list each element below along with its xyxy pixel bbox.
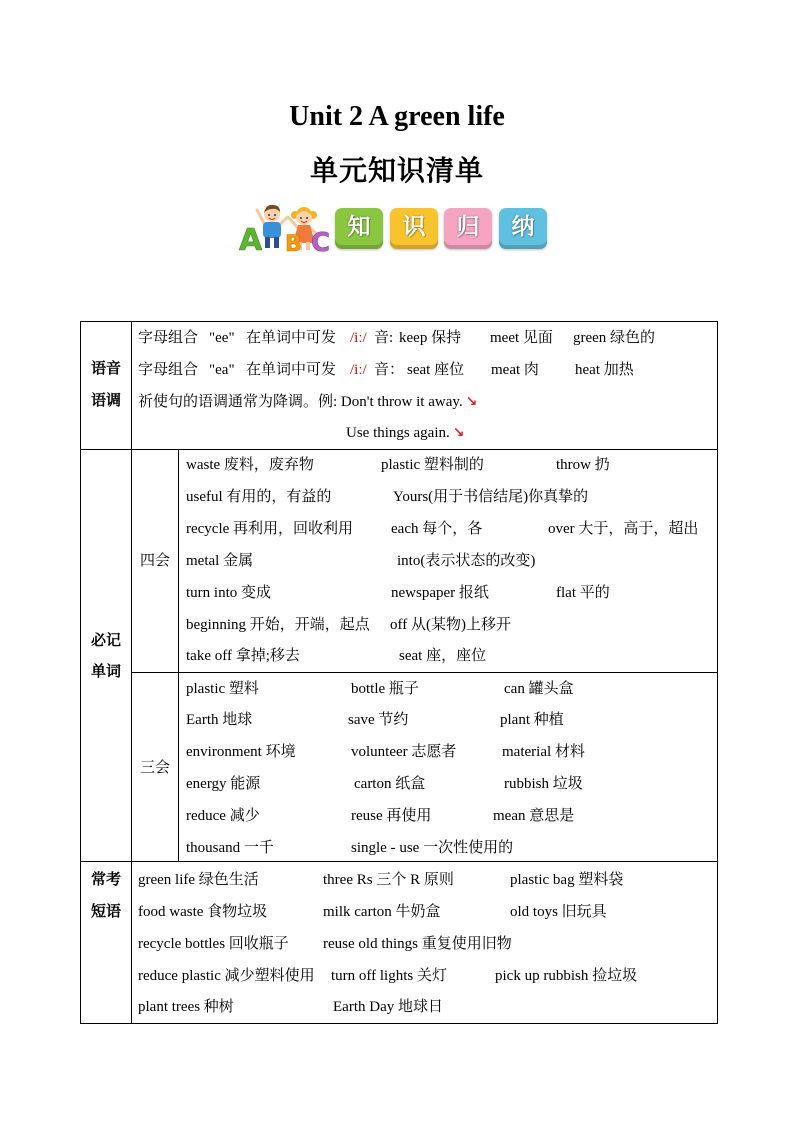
intonation-rule-text: 祈使句的语调通常为降调。例:	[138, 394, 338, 410]
word-entry: each 每个，各	[391, 521, 483, 537]
phrase-entry: three Rs 三个 R 原则	[323, 872, 454, 888]
example-word: seat 座位	[407, 362, 465, 378]
letter-c: C	[311, 228, 331, 254]
word-row	[179, 838, 717, 858]
banner-tile-char: 归	[456, 214, 480, 240]
word-entry: thousand 一千	[186, 840, 274, 856]
word-entry: plant 种植	[500, 712, 564, 728]
banner-tile	[499, 208, 547, 249]
phrases-label-line: 常考	[90, 872, 121, 888]
word-entry: Earth 地球	[186, 712, 253, 728]
word-entry: throw 扔	[556, 457, 610, 473]
word-entry: recycle 再利用，回收利用	[186, 521, 354, 537]
banner-tile-char: 知	[347, 214, 371, 240]
phrase-entry: recycle bottles 回收瓶子	[138, 936, 289, 952]
falling-arrow-icon: ↘	[452, 425, 465, 441]
word-row	[179, 455, 717, 475]
phrase-entry: milk carton 牛奶盒	[323, 904, 441, 920]
page-subtitle: 单元知识清单	[309, 154, 484, 187]
phrase-row	[132, 870, 717, 890]
phrase-entry: turn off lights 关灯	[331, 968, 447, 984]
rule-prefix: 字母组合	[138, 362, 199, 378]
three-skill-words-cell	[178, 672, 718, 862]
four-skill-label-cell	[131, 449, 179, 673]
word-row	[179, 583, 717, 603]
intonation-rule-group	[138, 392, 477, 412]
banner-tile-char: 纳	[511, 214, 535, 240]
phrase-entry: green life 绿色生活	[138, 872, 259, 888]
word-entry: take off 拿掉;移去	[186, 648, 300, 664]
pronunciation-content-cell	[131, 321, 718, 450]
phrase-row	[132, 934, 717, 954]
word-row	[179, 551, 717, 571]
word-entry: into(表示状态的改变)	[397, 553, 536, 569]
intonation-rule-line	[132, 392, 717, 412]
letter-a: A	[239, 223, 263, 254]
letter-b: B	[285, 232, 302, 254]
word-entry: mean 意思是	[493, 808, 575, 824]
phrase-row	[132, 997, 717, 1017]
rule-middle: 在单词中可发	[246, 330, 337, 346]
word-entry: useful 有用的，有益的	[186, 489, 332, 505]
four-skill-words-cell	[178, 449, 718, 673]
word-entry: metal 金属	[186, 553, 254, 569]
word-entry: Yours(用于书信结尾)你真挚的	[393, 489, 589, 505]
word-entry: carton 纸盒	[354, 776, 426, 792]
phrase-entry: reuse old things 重复使用旧物	[323, 936, 512, 952]
word-entry: reduce 减少	[186, 808, 260, 824]
rule-suffix: 音:	[374, 330, 394, 346]
banner-tile	[444, 208, 492, 249]
vocabulary-label-line: 单词	[90, 664, 121, 680]
word-entry: seat 座，座位	[399, 648, 487, 664]
word-entry: off 从(某物)上移开	[390, 617, 511, 633]
word-entry: turn into 变成	[186, 585, 271, 601]
pronunciation-label-cell	[80, 321, 132, 450]
vocabulary-label-line: 必记	[90, 633, 121, 649]
word-row	[179, 519, 717, 539]
phrase-entry: plastic bag 塑料袋	[510, 872, 624, 888]
intonation-example-group	[346, 423, 464, 443]
word-entry: material 材料	[502, 744, 585, 760]
phrases-label-cell	[80, 861, 132, 1024]
word-entry: beginning 开始，开端，起点	[186, 617, 370, 633]
kids-abc-illustration	[238, 198, 334, 254]
word-entry: reuse 再使用	[351, 808, 432, 824]
phrase-entry: Earth Day 地球日	[333, 999, 443, 1015]
intonation-example: Don't throw it away.	[340, 394, 463, 410]
example-word: meat 肉	[491, 362, 539, 378]
phrases-label-line: 短语	[90, 904, 121, 920]
word-entry: newspaper 报纸	[391, 585, 489, 601]
word-row	[179, 646, 717, 666]
phrase-entry: food waste 食物垃圾	[138, 904, 268, 920]
rule-middle: 在单词中可发	[246, 362, 337, 378]
word-row	[179, 806, 717, 826]
word-entry: rubbish 垃圾	[504, 776, 583, 792]
rule-suffix: 音：	[374, 362, 405, 378]
intonation-example-line	[132, 423, 717, 443]
word-entry: bottle 瓶子	[351, 681, 419, 697]
example-word: heat 加热	[575, 362, 634, 378]
phonetic-symbol: /iː/	[350, 362, 367, 378]
word-row	[179, 487, 717, 507]
example-word: meet 见面	[490, 330, 553, 346]
banner-tile-char: 识	[402, 214, 426, 240]
phrases-content-cell	[131, 861, 718, 1024]
three-skill-label: 三会	[139, 760, 170, 776]
word-entry: flat 平的	[556, 585, 610, 601]
intonation-example: Use things again.	[346, 425, 450, 441]
page-title: Unit 2 A green life	[289, 101, 505, 132]
word-row	[179, 710, 717, 730]
pronunciation-rule-ee	[132, 328, 717, 348]
word-row	[179, 742, 717, 762]
letter-combo: "ea"	[209, 362, 235, 378]
word-entry: plastic 塑料制的	[381, 457, 484, 473]
word-entry: waste 废料，废弃物	[186, 457, 314, 473]
example-word: keep 保持	[399, 330, 462, 346]
letter-combo: "ee"	[209, 330, 235, 346]
word-entry: single - use 一次性使用的	[351, 840, 514, 856]
word-row	[179, 615, 717, 635]
banner-tile	[335, 208, 383, 249]
pronunciation-label-line: 语音	[90, 361, 121, 377]
word-row	[179, 774, 717, 794]
word-row	[179, 679, 717, 699]
pronunciation-rule-ea	[132, 360, 717, 380]
word-entry: environment 环境	[186, 744, 296, 760]
pronunciation-label-line: 语调	[90, 393, 121, 409]
word-entry: energy 能源	[186, 776, 261, 792]
three-skill-label-cell	[131, 672, 179, 862]
banner-tile	[390, 208, 438, 249]
word-entry: plastic 塑料	[186, 681, 259, 697]
vocabulary-label-cell	[80, 449, 132, 862]
phrase-entry: pick up rubbish 捡垃圾	[495, 968, 638, 984]
four-skill-label: 四会	[139, 553, 170, 569]
word-entry: over 大于，高于，超出	[548, 521, 699, 537]
example-word: green 绿色的	[573, 330, 656, 346]
word-entry: can 罐头盒	[504, 681, 574, 697]
phrase-entry: reduce plastic 减少塑料使用	[138, 968, 315, 984]
rule-prefix: 字母组合	[138, 330, 199, 346]
falling-arrow-icon: ↘	[465, 394, 478, 410]
phonetic-symbol: /iː/	[350, 330, 367, 346]
phrase-entry: old toys 旧玩具	[510, 904, 607, 920]
phrase-row	[132, 902, 717, 922]
word-entry: volunteer 志愿者	[351, 744, 457, 760]
phrase-row	[132, 966, 717, 986]
word-entry: save 节约	[348, 712, 409, 728]
phrase-entry: plant trees 种树	[138, 999, 234, 1015]
